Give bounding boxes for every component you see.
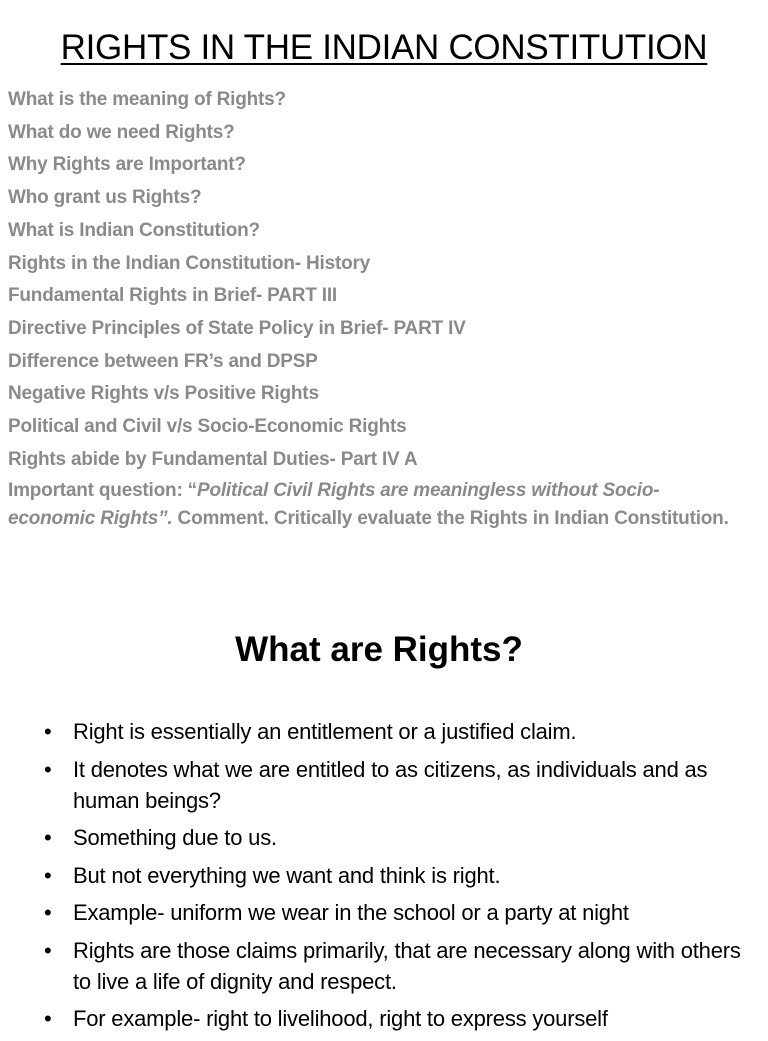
bullet-item	[42, 1003, 742, 1034]
bullet-text: Something due to us.	[73, 825, 277, 850]
topic-item: Who grant us Rights?	[8, 187, 202, 209]
bullet-text: But not everything we want and think is right.	[73, 862, 501, 888]
bullet-item	[42, 822, 742, 853]
topic-item: Rights in the Indian Constitution- History	[8, 252, 371, 274]
bullet-dot-icon: •	[44, 825, 52, 850]
topic-item: What do we need Rights?	[8, 121, 235, 143]
topic-item: Difference between FR’s and DPSP	[8, 350, 318, 372]
bullet-item	[42, 754, 742, 816]
bullet-dot-icon: •	[44, 900, 52, 925]
page-title: RIGHTS IN THE INDIAN CONSTITUTION	[60, 28, 708, 67]
topic-item: Rights abide by Fundamental Duties- Part IV A	[8, 448, 418, 470]
bullet-text: For example- right to livelihood, right to express yourself	[73, 1006, 608, 1031]
bullet-dot-icon: •	[44, 719, 52, 744]
bullet-item	[42, 860, 742, 891]
bullet-text: Right is essentially an entitlement or a justified claim.	[73, 719, 577, 744]
topic-item: Why Rights are Important?	[8, 154, 246, 176]
bullet-text: Rights are those claims primarily, that are necessary along with others to live a life of dignity and respect.	[73, 937, 741, 994]
bullet-item	[42, 935, 742, 997]
bullet-dot-icon: •	[44, 1006, 52, 1031]
bullet-text: It denotes what we are entitled to as citizens, as individuals and as human beings?	[73, 756, 708, 813]
bullet-dot-icon: •	[44, 937, 52, 963]
important-question-prefix: Important question: “	[8, 480, 197, 501]
bullet-dot-icon: •	[44, 756, 52, 782]
important-question-suffix: Comment. Critically evaluate the Rights in Indian Constitution.	[172, 508, 729, 529]
topic-item: Directive Principles of State Policy in Brief- PART IV	[8, 317, 466, 339]
topic-item: What is the meaning of Rights?	[8, 89, 286, 110]
section-title: What are Rights?	[235, 630, 523, 669]
bullet-item	[42, 716, 742, 747]
bullet-dot-icon: •	[44, 862, 52, 888]
important-question-quote: Political Civil Rights are meaningless without Socio-economic Rights”.	[8, 480, 660, 529]
topic-item: Negative Rights v/s Positive Rights	[8, 383, 319, 405]
bullet-list	[42, 716, 742, 1041]
topic-item: Political and Civil v/s Socio-Economic Rights	[8, 416, 407, 438]
topic-item: Fundamental Rights in Brief- PART III	[8, 285, 337, 307]
important-question	[8, 477, 730, 533]
topic-list	[8, 84, 728, 476]
bullet-text: Example- uniform we wear in the school or a party at night	[73, 900, 629, 925]
topic-item: What is Indian Constitution?	[8, 219, 260, 241]
bullet-item	[42, 897, 742, 928]
